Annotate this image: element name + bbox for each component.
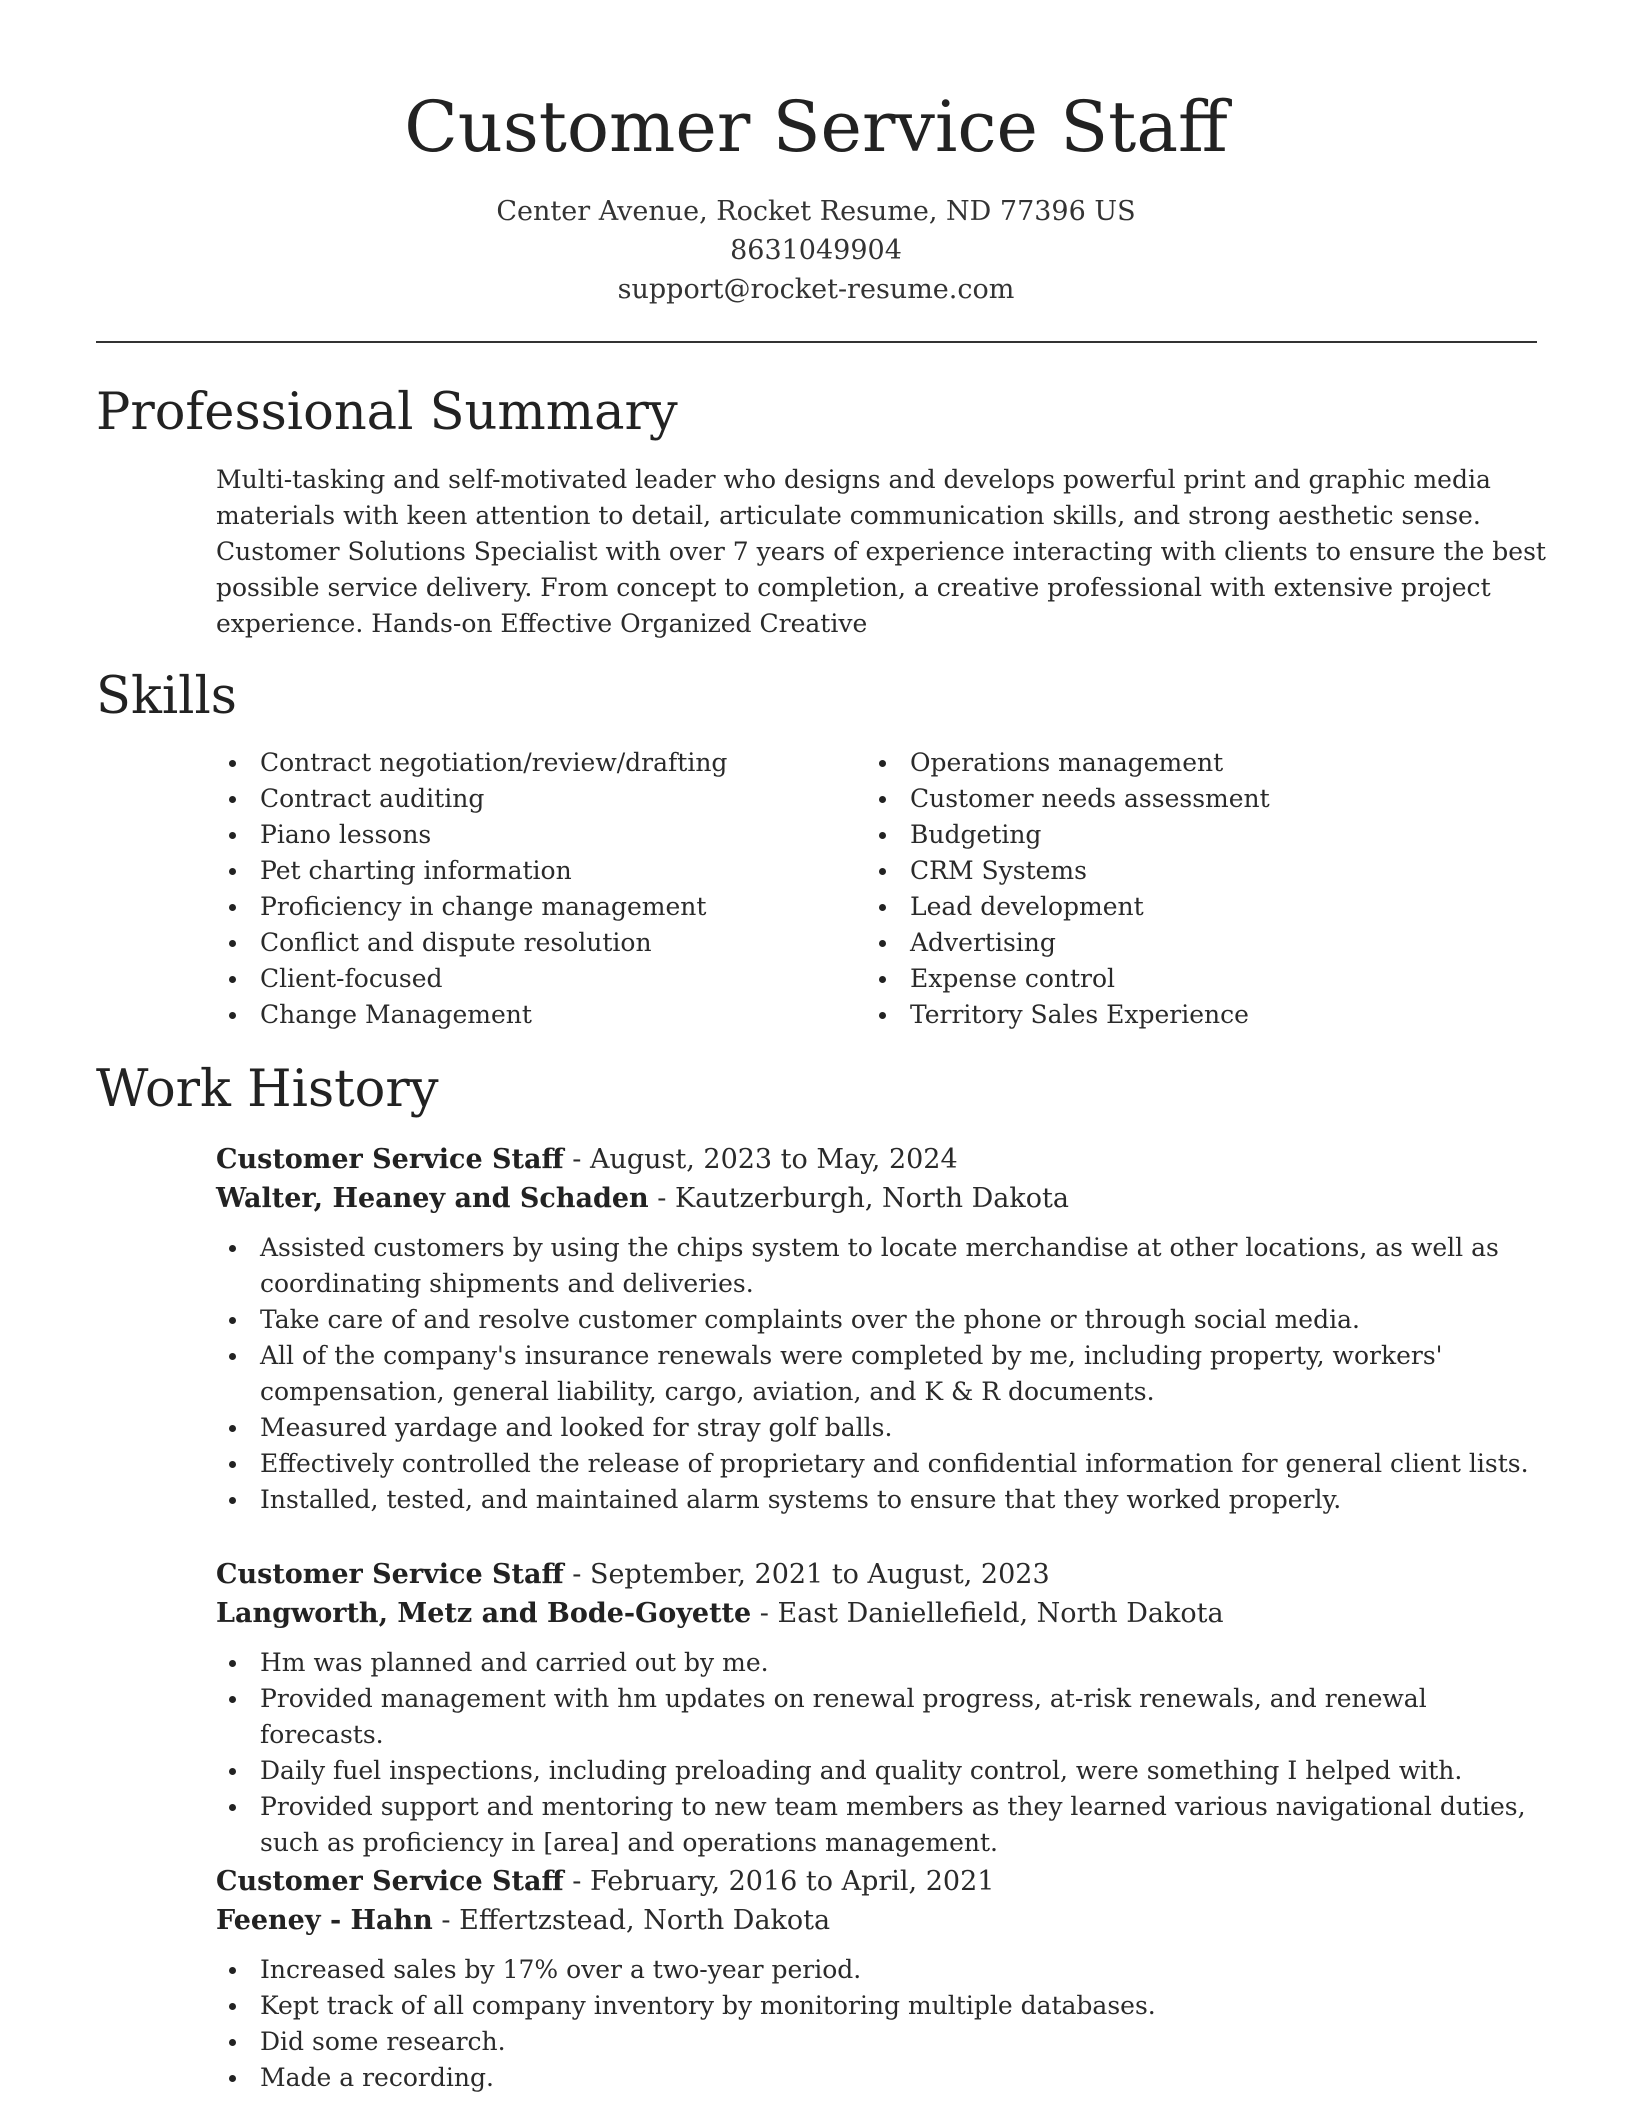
job-duties-list <box>216 1230 1546 1518</box>
job-company: Langworth, Metz and Bode-Goyette <box>216 1598 752 1629</box>
work-history-heading: Work History <box>96 1060 439 1119</box>
job-duty: Made a recording. <box>216 2060 1546 2096</box>
contact-email: support@rocket-resume.com <box>617 274 1015 305</box>
skill-item: Proficiency in change management <box>216 889 856 925</box>
job-position: Customer Service Staff <box>216 1559 564 1590</box>
skill-item: Advertising <box>866 925 1506 961</box>
job-duty: Hm was planned and carried out by me. <box>216 1645 1546 1681</box>
job-title-line <box>216 1862 1546 1901</box>
job-duty: Effectively controlled the release of proprietary and confidential information for general client lists. <box>216 1446 1546 1482</box>
skill-item: Pet charting information <box>216 853 856 889</box>
job-duty: Increased sales by 17% over a two-year period. <box>216 1952 1546 1988</box>
job-position: Customer Service Staff <box>216 1866 564 1897</box>
skill-item: Conflict and dispute resolution <box>216 925 856 961</box>
job-position: Customer Service Staff <box>216 1144 564 1175</box>
skills-list-right <box>866 745 1506 1033</box>
skills-heading: Skills <box>96 667 237 726</box>
skill-item: CRM Systems <box>866 853 1506 889</box>
job-duty: Provided management with hm updates on renewal progress, at-risk renewals, and renewal forecasts. <box>216 1681 1546 1753</box>
job-dates: - February, 2016 to April, 2021 <box>563 1866 995 1897</box>
job-duty: Installed, tested, and maintained alarm systems to ensure that they worked properly. <box>216 1482 1546 1518</box>
job-duty: All of the company's insurance renewals were completed by me, including property, workers' compensation, general liability, cargo, aviation, and K & R documents. <box>216 1338 1546 1410</box>
job-location: - Kautzerburgh, North Dakota <box>648 1183 1069 1214</box>
summary-text: Multi-tasking and self-motivated leader who designs and develops powerful print and graphic media materials with keen attention to detail, articulate communication skills, and strong aesthetic sense. Customer Solutions Specialist with over 7 years of experience interacting with clients to ensure the best possible service delivery. From concept to completion, a creative professional with extensive project experience. Hands-on Effective Organized Creative <box>216 465 1546 638</box>
job-duty: Did some research. <box>216 2024 1546 2060</box>
contact-phone: 8631049904 <box>730 235 902 266</box>
skill-item: Change Management <box>216 997 856 1033</box>
skill-item: Budgeting <box>866 817 1506 853</box>
summary-heading: Professional Summary <box>96 383 678 442</box>
skill-item: Contract negotiation/review/drafting <box>216 745 856 781</box>
skill-item: Customer needs assessment <box>866 781 1506 817</box>
job-entry <box>216 1140 1546 1518</box>
job-company: Walter, Heaney and Schaden <box>216 1183 649 1214</box>
skills-list-left <box>216 745 856 1033</box>
skill-item: Piano lessons <box>216 817 856 853</box>
job-duty: Assisted customers by using the chips system to locate merchandise at other locations, as well as coordinating shipments and deliveries. <box>216 1230 1546 1302</box>
job-company-line <box>216 1594 1546 1633</box>
job-company-line <box>216 1179 1546 1218</box>
job-location: - East Daniellefield, North Dakota <box>751 1598 1224 1629</box>
skill-item: Contract auditing <box>216 781 856 817</box>
job-location: - Effertzstead, North Dakota <box>432 1905 831 1936</box>
resume-name: Customer Service Staff <box>404 86 1228 168</box>
job-duties-list <box>216 1645 1546 1861</box>
skill-item: Territory Sales Experience <box>866 997 1506 1033</box>
job-title-line <box>216 1140 1546 1179</box>
job-duty: Daily fuel inspections, including preloading and quality control, were something I helped with. <box>216 1753 1546 1789</box>
contact-block <box>0 192 1632 309</box>
job-title-line <box>216 1555 1546 1594</box>
job-dates: - September, 2021 to August, 2023 <box>563 1559 1050 1590</box>
contact-address: Center Avenue, Rocket Resume, ND 77396 US <box>496 196 1136 227</box>
job-dates: - August, 2023 to May, 2024 <box>563 1144 958 1175</box>
job-company-line <box>216 1901 1546 1940</box>
job-duty: Kept track of all company inventory by monitoring multiple databases. <box>216 1988 1546 2024</box>
job-duty: Provided support and mentoring to new team members as they learned various navigational duties, such as proficiency in [area] and operations management. <box>216 1789 1546 1861</box>
job-duties-list <box>216 1952 1546 2096</box>
job-entry <box>216 1862 1546 2096</box>
header-divider <box>96 341 1537 343</box>
skill-item: Expense control <box>866 961 1506 997</box>
job-entry <box>216 1555 1546 1861</box>
skill-item: Lead development <box>866 889 1506 925</box>
job-duty: Measured yardage and looked for stray golf balls. <box>216 1410 1546 1446</box>
job-duty: Take care of and resolve customer complaints over the phone or through social media. <box>216 1302 1546 1338</box>
job-company: Feeney - Hahn <box>216 1905 433 1936</box>
skill-item: Client-focused <box>216 961 856 997</box>
skill-item: Operations management <box>866 745 1506 781</box>
